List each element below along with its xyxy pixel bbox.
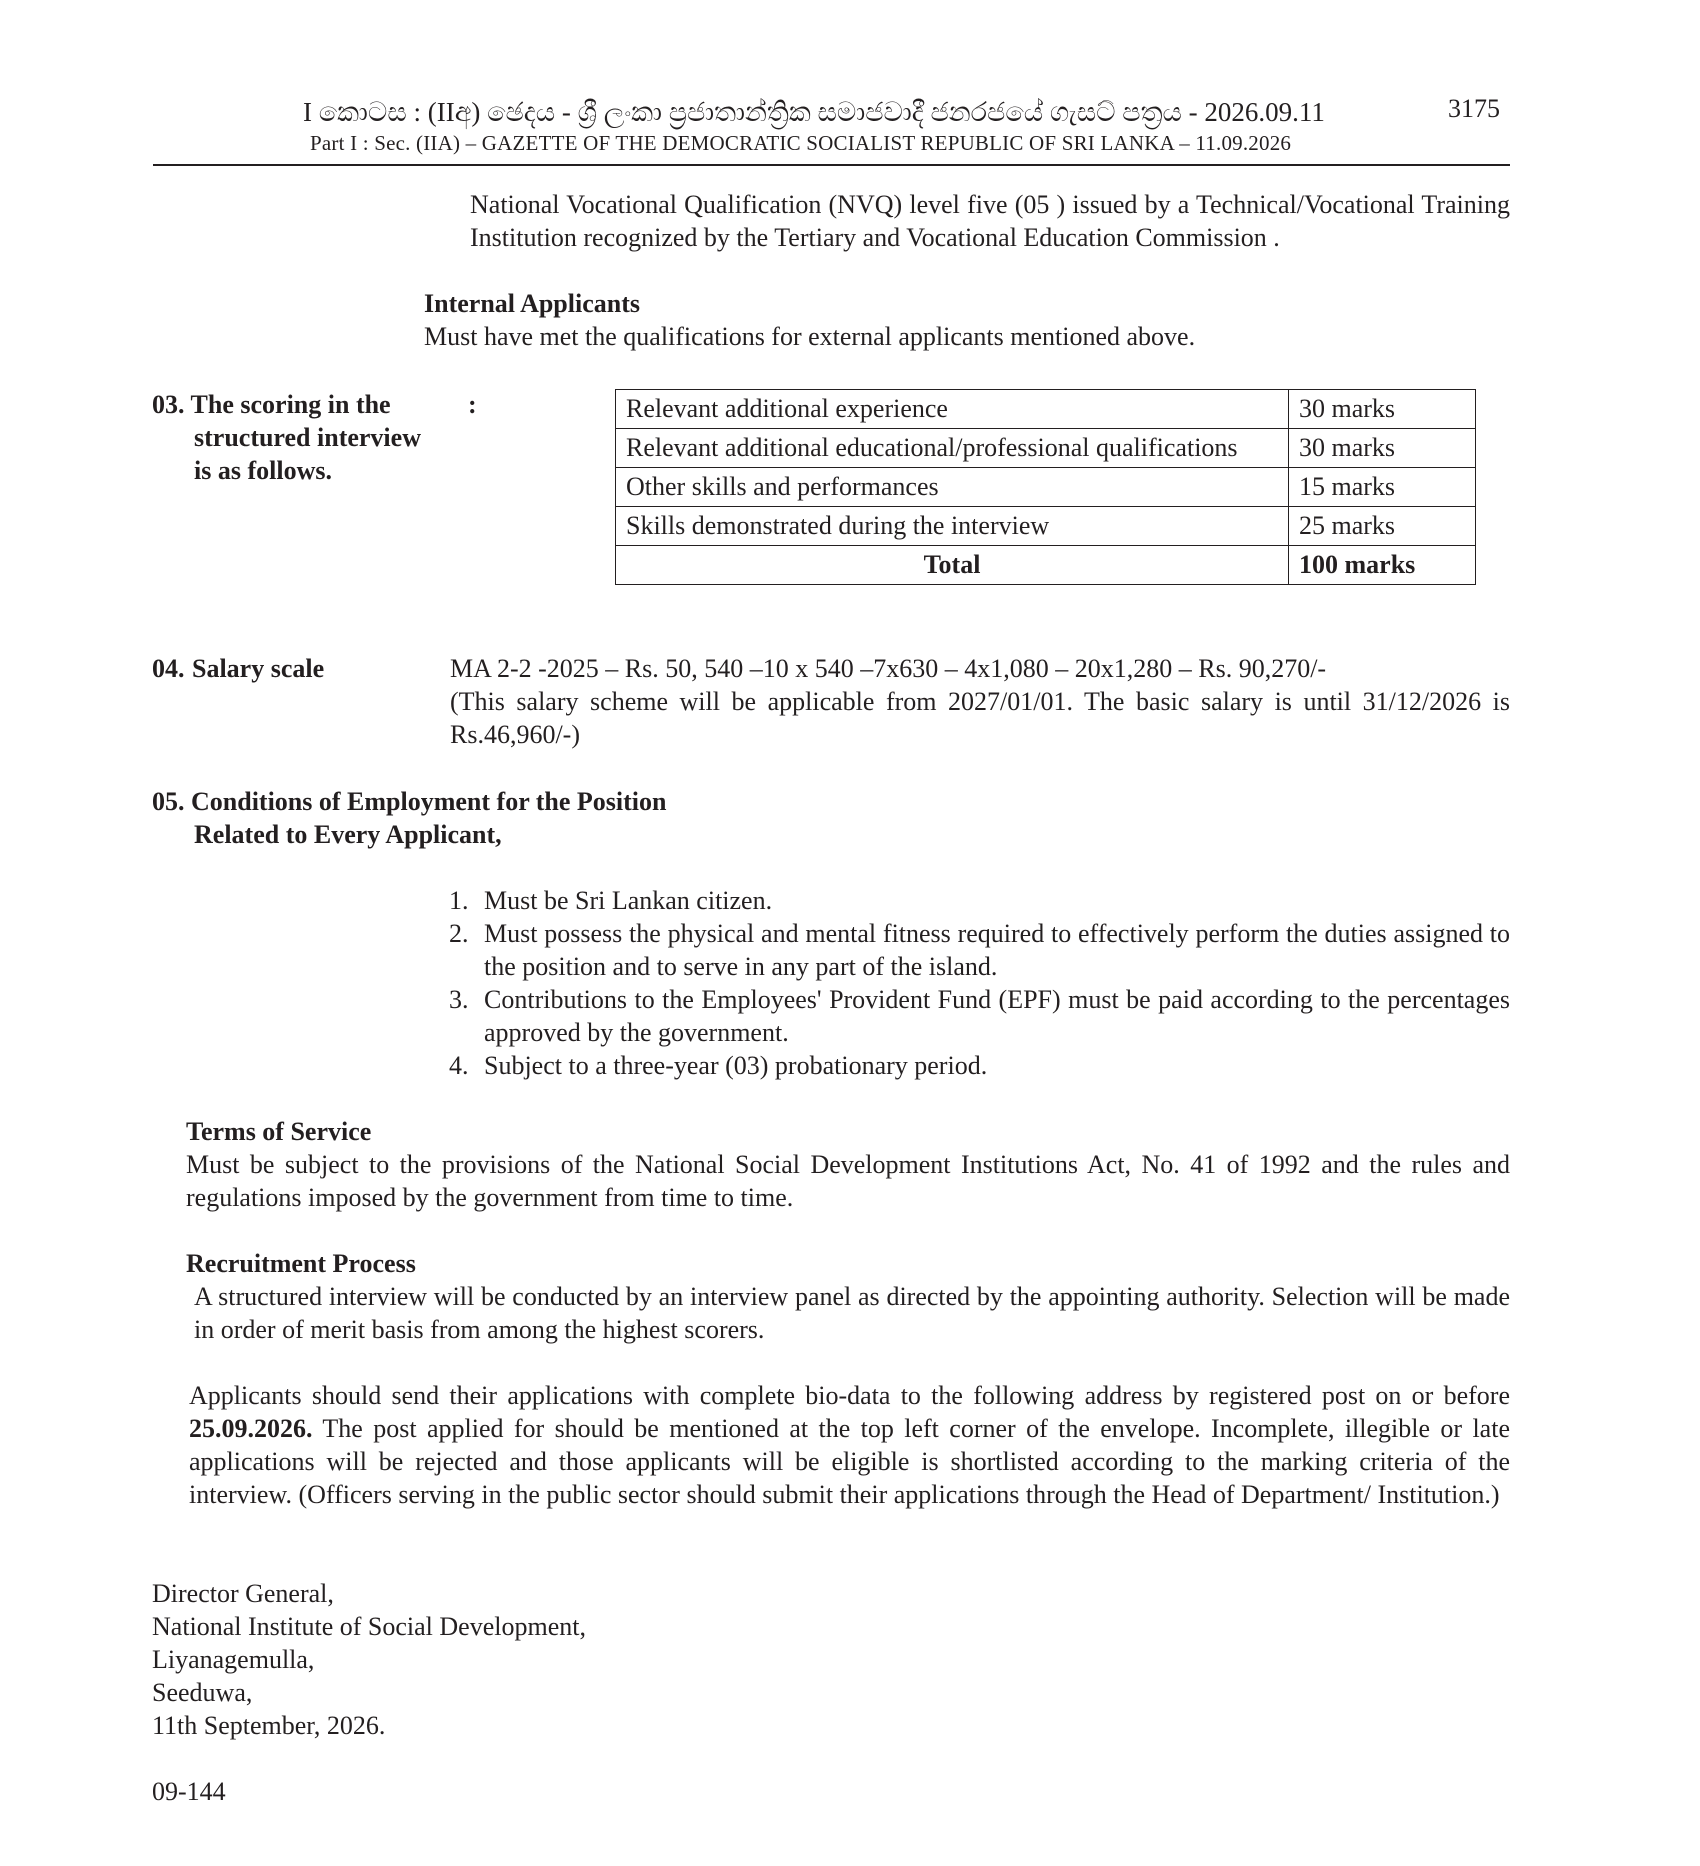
header-part-number: I : [344, 131, 375, 155]
application-paragraph [189, 1379, 1510, 1511]
list-item-text: Must be Sri Lankan citizen. [484, 886, 773, 915]
application-text-before: Applicants should send their applications with complete bio-data to the following address by registered post on or before [189, 1381, 1510, 1410]
conditions-heading-line1: 05. Conditions of Employment for the Position [152, 787, 667, 816]
score-item: Relevant additional educational/professional qualifications [616, 429, 1289, 468]
header-sinhala-title: I කොටස : (IIඅ) ඡෙදය - ශ්‍රී ලංකා ප්‍රජාතාන්ත්‍රික සමාජවාදී ජනරජයේ ගැසට් පත්‍රය - 2026.09.11 [303, 97, 1325, 127]
score-item: Relevant additional experience [616, 390, 1289, 429]
application-text-after: The post applied for should be mentioned at the top left corner of the envelope. Incomplete, illegible or late applications will be rejected and those applicants will be eligible is shortlisted according to the marking criteria of the interview. (Officers serving in the public sector should submit their applications through the Head of Department/ Institution.) [189, 1414, 1510, 1509]
header-gazette-title: (IIA) – GAZETTE OF THE DEMOCRATIC SOCIALIST REPUBLIC OF SRI LANKA – 11.09.2026 [410, 131, 1292, 155]
header-part-label: Part [310, 131, 345, 155]
score-item: Other skills and performances [616, 468, 1289, 507]
scoring-colon: : [468, 390, 477, 419]
list-item-text: Contributions to the Employees' Provident Fund (EPF) must be paid according to the percentages approved by the government. [484, 985, 1510, 1047]
terms-heading: Terms of Service [186, 1117, 372, 1146]
table-row [616, 507, 1476, 546]
address-line-date: 11th September, 2026. [152, 1711, 386, 1740]
conditions-heading-line2: Related to Every Applicant, [194, 820, 502, 849]
terms-text: Must be subject to the provisions of the National Social Development Institutions Act, No. 41 of 1992 and the rules and regulations imposed by the government from time to time. [186, 1150, 1510, 1212]
page-number: 3175 [1448, 94, 1500, 123]
list-item-text: Subject to a three-year (03) probationary period. [484, 1051, 988, 1080]
salary-label: Salary scale [192, 654, 325, 683]
salary-number: 04. [152, 654, 185, 683]
score-marks: 25 marks [1289, 507, 1476, 546]
reference-number: 09-144 [152, 1777, 226, 1806]
list-item [449, 983, 1510, 1049]
scoring-table [615, 389, 1476, 585]
list-item-number: 4. [449, 1051, 469, 1080]
total-marks: 100 marks [1289, 546, 1476, 585]
total-label: Total [616, 546, 1289, 585]
recruitment-text: A structured interview will be conducted by an interview panel as directed by the appointing authority. Selection will be made in order of merit basis from among the highest scorers. [194, 1282, 1510, 1344]
scoring-heading-line2: structured interview [194, 423, 421, 452]
salary-scale-line: MA 2-2 -2025 – Rs. 50, 540 –10 x 540 –7x630 – 4x1,080 – 20x1,280 – Rs. 90,270/- [450, 654, 1327, 683]
nvq-paragraph: National Vocational Qualification (NVQ) level five (05 ) issued by a Technical/Vocational Training Institution recognized by the Tertiary and Vocational Education Commission . [470, 190, 1510, 252]
address-line-title: Director General, [152, 1579, 334, 1608]
scoring-heading-line1: 03. The scoring in the [152, 390, 391, 419]
header-rule [153, 164, 1510, 166]
internal-applicants-text: Must have met the qualifications for external applicants mentioned above. [424, 322, 1196, 351]
list-item-text: Must possess the physical and mental fitness required to effectively perform the duties assigned to the position and to serve in any part of the island. [484, 919, 1510, 981]
address-line-town: Seeduwa, [152, 1678, 253, 1707]
salary-note: (This salary scheme will be applicable from 2027/01/01. The basic salary is until 31/12/2026 is Rs.46,960/-) [450, 687, 1510, 749]
table-row [616, 429, 1476, 468]
header-sec-label: Sec. [374, 131, 411, 155]
address-line-institute: National Institute of Social Development, [152, 1612, 586, 1641]
list-item-number: 3. [449, 985, 469, 1014]
list-item-number: 2. [449, 919, 469, 948]
score-item: Skills demonstrated during the interview [616, 507, 1289, 546]
conditions-list [449, 884, 1510, 1082]
scoring-heading-line3: is as follows. [194, 456, 332, 485]
address-line-locality: Liyanagemulla, [152, 1645, 315, 1674]
list-item-number: 1. [449, 886, 469, 915]
header-english-title [310, 130, 1291, 156]
table-row [616, 390, 1476, 429]
table-total-row [616, 546, 1476, 585]
internal-applicants-heading: Internal Applicants [424, 289, 640, 318]
table-row [616, 468, 1476, 507]
list-item [449, 917, 1510, 983]
list-item [449, 884, 1510, 917]
score-marks: 15 marks [1289, 468, 1476, 507]
application-deadline: 25.09.2026. [189, 1414, 313, 1443]
score-marks: 30 marks [1289, 429, 1476, 468]
list-item [449, 1049, 1510, 1082]
recruitment-heading: Recruitment Process [186, 1249, 416, 1278]
score-marks: 30 marks [1289, 390, 1476, 429]
